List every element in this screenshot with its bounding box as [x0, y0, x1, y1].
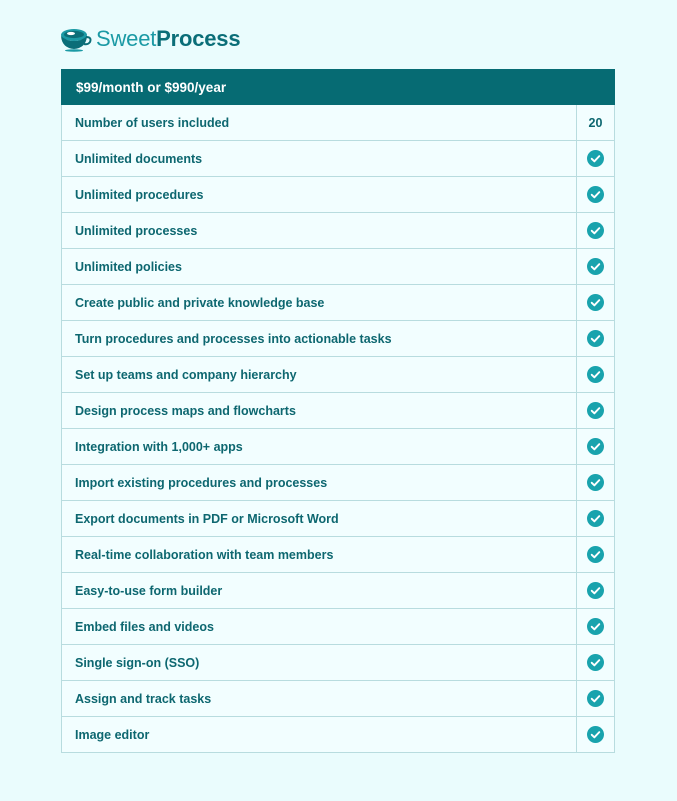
pricing-header: [61, 69, 615, 105]
feature-included-cell: [576, 321, 614, 356]
check-circle-icon: [587, 258, 604, 275]
feature-row: [61, 537, 615, 573]
feature-included-cell: [576, 465, 614, 500]
feature-row: [61, 285, 615, 321]
feature-row: [61, 501, 615, 537]
logo-wordmark: [96, 26, 240, 52]
feature-label: Create public and private knowledge base: [75, 295, 325, 310]
feature-row: [61, 105, 615, 141]
feature-included-cell: [576, 393, 614, 428]
check-circle-icon: [587, 726, 604, 743]
check-circle-icon: [587, 582, 604, 599]
feature-label: Assign and track tasks: [75, 691, 212, 706]
feature-label: Single sign-on (SSO): [75, 655, 200, 670]
feature-label: Turn procedures and processes into actionable tasks: [75, 331, 392, 346]
check-circle-icon: [587, 222, 604, 239]
feature-row: [61, 717, 615, 753]
feature-label: Integration with 1,000+ apps: [75, 439, 243, 454]
feature-included-cell: [576, 357, 614, 392]
check-circle-icon: [587, 690, 604, 707]
feature-row: [61, 321, 615, 357]
feature-included-cell: [576, 681, 614, 716]
feature-included-cell: [576, 177, 614, 212]
check-circle-icon: [587, 150, 604, 167]
price-label: $99/month or $990/year: [76, 79, 227, 95]
feature-label: Unlimited processes: [75, 223, 198, 238]
feature-label: Number of users included: [75, 115, 230, 130]
feature-included-cell: [576, 285, 614, 320]
feature-list: [61, 105, 615, 753]
feature-label: Design process maps and flowcharts: [75, 403, 296, 418]
feature-row: [61, 609, 615, 645]
check-circle-icon: [587, 618, 604, 635]
feature-included-cell: [576, 213, 614, 248]
feature-row: [61, 429, 615, 465]
feature-included-cell: [576, 609, 614, 644]
feature-included-cell: [576, 573, 614, 608]
feature-label: Unlimited procedures: [75, 187, 204, 202]
feature-included-cell: [576, 429, 614, 464]
logo-text-bold: Process: [156, 26, 241, 51]
feature-included-cell: [576, 537, 614, 572]
feature-label: Embed files and videos: [75, 619, 214, 634]
feature-row: [61, 573, 615, 609]
check-circle-icon: [587, 330, 604, 347]
feature-row: [61, 177, 615, 213]
check-circle-icon: [587, 186, 604, 203]
feature-row: [61, 249, 615, 285]
feature-row: [61, 645, 615, 681]
feature-label: Unlimited policies: [75, 259, 182, 274]
feature-label: Export documents in PDF or Microsoft Word: [75, 511, 339, 526]
feature-label: Easy-to-use form builder: [75, 583, 223, 598]
pricing-feature-table: [61, 69, 615, 753]
feature-label: Unlimited documents: [75, 151, 203, 166]
feature-row: [61, 357, 615, 393]
check-circle-icon: [587, 510, 604, 527]
feature-included-cell: [576, 645, 614, 680]
check-circle-icon: [587, 294, 604, 311]
check-circle-icon: [587, 366, 604, 383]
feature-row: [61, 141, 615, 177]
sweetprocess-logo[interactable]: [60, 24, 240, 54]
feature-value: 20: [576, 105, 614, 140]
feature-label: Image editor: [75, 727, 150, 742]
check-circle-icon: [587, 402, 604, 419]
feature-row: [61, 681, 615, 717]
feature-label: Set up teams and company hierarchy: [75, 367, 297, 382]
feature-included-cell: [576, 141, 614, 176]
logo-text-light: Sweet: [96, 26, 157, 51]
feature-included-cell: [576, 249, 614, 284]
check-circle-icon: [587, 438, 604, 455]
feature-included-cell: [576, 717, 614, 752]
check-circle-icon: [587, 654, 604, 671]
feature-label: Real-time collaboration with team members: [75, 547, 334, 562]
feature-included-cell: [576, 501, 614, 536]
feature-row: [61, 465, 615, 501]
feature-label: Import existing procedures and processes: [75, 475, 328, 490]
feature-row: [61, 213, 615, 249]
feature-row: [61, 393, 615, 429]
check-circle-icon: [587, 546, 604, 563]
check-circle-icon: [587, 474, 604, 491]
teacup-logo-icon: [60, 26, 92, 52]
